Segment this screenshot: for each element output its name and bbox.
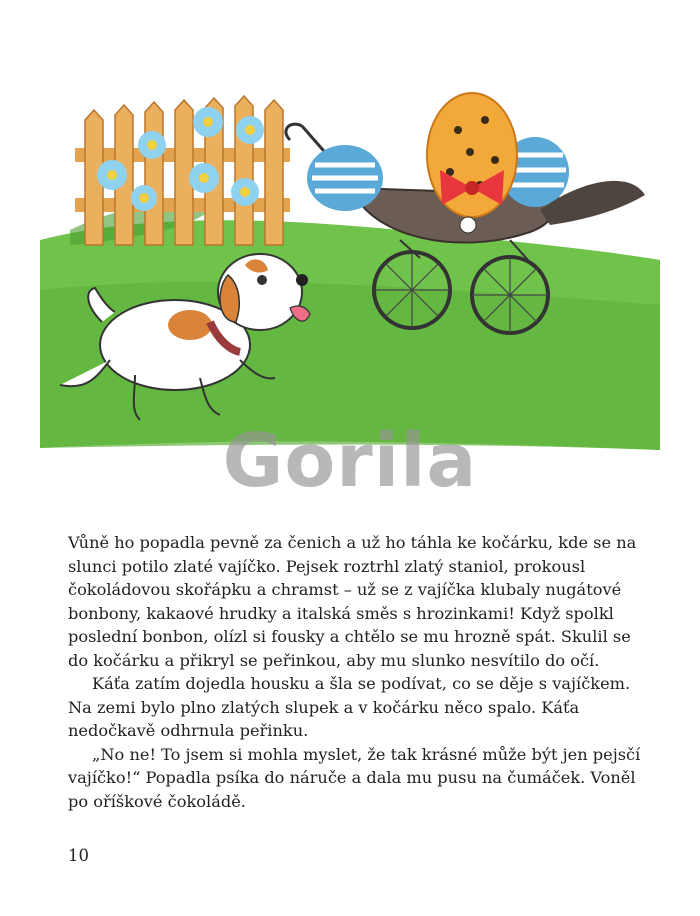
puppy-eye (257, 275, 267, 285)
story-text (68, 531, 648, 813)
easter-illustration (40, 60, 660, 460)
paragraph: Káťa zatím dojedla housku a šla se podívat, co se děje s vajíčkem. Na zemi bylo plno zlatých slupek a v kočárku něco spalo. Káťa nedočkavě odhrnula peřinku. (68, 674, 631, 740)
puppy-nose (296, 274, 308, 286)
page-number: 10 (68, 846, 89, 865)
paragraph: „No ne! To jsem si mohla myslet, že tak krásné může být jen pejsčí vajíčko!“ Popadla psíka do náruče a dala mu pusu na čumáček. Voněl po oříškové čokoládě. (68, 744, 641, 811)
watermark: Gorila (222, 418, 478, 504)
paragraph: Vůně ho popadla pevně za čenich a už ho táhla ke kočárku, kde se na slunci potilo zlaté vajíčko. Pejsek roztrhl zlatý staniol, prokousl čokoládovou skořápku a chramst – už se z vajíčka klubaly nugátové bonbony, kakaové hrudky a italská směs s hrozinkami! Když spolkl poslední bonbon, olízl si fousky a chtělo se mu hrozně spát. Skulil se do kočárku a přikryl se peřinkou, aby mu slunko nesvítilo do očí. (68, 533, 637, 670)
